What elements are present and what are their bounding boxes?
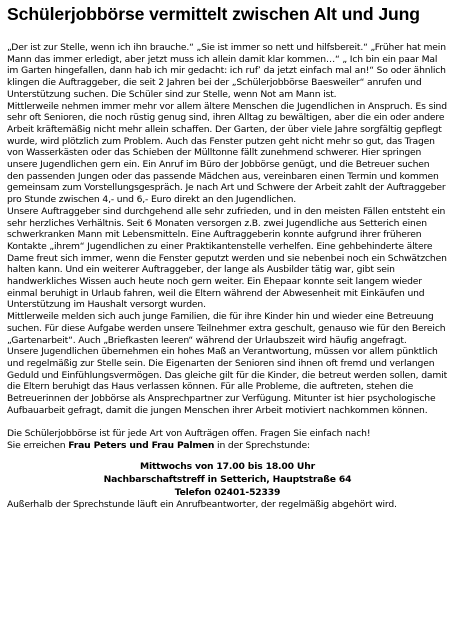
contact-names: Frau Peters und Frau Palmen bbox=[68, 439, 215, 451]
contact-line bbox=[7, 440, 448, 452]
paragraph-responsibility: Unsere Jugendlichen übernehmen ein hohes Maß an Verantwortung, müssen vor allem pünktlich und regelmäßig zur Stelle sein. Die Eigenarten der Senioren sind ihnen oft fremd und verlangen Geduld und Einfühlungsvermögen. Das gleiche gilt für die Kinder, die betreut werden sollen, damit die Eltern beruhigt das Haus verlassen können. Für alle Probleme, die auftreten, stehen die Betreuerinnen der Jobbörse als Ansprechpartner zur Verfügung. Mitunter ist hier psychologische Aufbauarbeit gefragt, damit die jungen Menschen ihrer Arbeit motiviert nachkommen können. bbox=[7, 346, 448, 416]
paragraph-spacer bbox=[7, 417, 448, 429]
office-hours: Mittwochs von 17.00 bis 18.00 Uhr bbox=[139, 460, 316, 472]
contact-intro: Sie erreichen bbox=[7, 439, 69, 451]
footer-note: Außerhalb der Sprechstunde läuft ein Anrufbeantworter, der regelmäßig abgehört wird. bbox=[7, 498, 397, 510]
article-body bbox=[7, 42, 448, 510]
office-address: Nachbarschaftstreff in Setterich, Hauptstraße 64 bbox=[103, 473, 352, 485]
closing-line: Die Schülerjobbörse ist für jede Art von Aufträgen offen. Fragen Sie einfach nach! bbox=[7, 428, 371, 440]
contact-block bbox=[7, 460, 448, 499]
paragraph-families: Mittlerweile melden sich auch junge Familien, die für ihre Kinder hin und wieder eine Betreuung suchen. Für diese Aufgabe werden unsere Teilnehmer extra geschult, genauso wie für den Bereich „Gartenarbeit“. Auch „Briefkasten leeren“ während der Urlaubszeit wird häufig angefragt. bbox=[7, 311, 446, 346]
paragraph-satisfaction: Unsere Auftraggeber sind durchgehend alle sehr zufrieden, und in den meisten Fällen entsteht ein sehr herzliches Verhältnis. Seit 6 Monaten versorgen z.B. zwei Jugendliche aus Setterich einen schwerkranken Mann mit Lebensmitteln. Eine Auftraggeberin konnte aufgrund ihrer früheren Kontakte „ihrem“ Jugendlichen zu einer Praktikantenstelle verhelfen. Eine gehbehinderte ältere Dame freut sich immer, wenn die Fenster geputzt werden und sie nebenbei noch ein Schwätzchen halten kann. Und ein weiterer Auftraggeber, der lange als Ausbilder tätig war, gibt sein handwerkliches Wissen auch heute noch gern weiter. Ein Ehepaar konnte seit langem wieder einmal beruhigt in Urlaub fahren, weil die Eltern während der Abwesenheit mit Einkäufen und Unterstützung im Haushalt versorgt wurden. bbox=[7, 205, 447, 311]
article-title: Schülerjobbörse vermittelt zwischen Alt und Jung bbox=[7, 4, 420, 24]
office-phone: Telefon 02401-52339 bbox=[174, 486, 281, 498]
contact-suffix: in der Sprechstunde: bbox=[214, 439, 310, 451]
paragraph-intro: „Der ist zur Stelle, wenn ich ihn brauche.“ „Sie ist immer so nett und hilfsbereit.“ „Früher hat mein Mann das immer erledigt, aber jetzt muss ich allein damit klar kommen…“ „ Ich bin ein paar Mal im Garten hingefallen, dann hab ich mir gedacht: ich ruf’ da jetzt einfach mal an!“ So oder ähnlich klingen die Auftraggeber, die seit 2 Jahren bei der „Schülerjobbörse Baesweiler“ anrufen und Unterstützung suchen. Die Schüler sind zur Stelle, wenn Not am Mann ist. bbox=[7, 42, 446, 100]
paragraph-seniors: Mittlerweile nehmen immer mehr vor allem ältere Menschen die Jugendlichen in Anspruch. Es sind sehr oft Senioren, die noch rüstig genug sind, ihren Alltag zu bewältigen, aber die ein oder andere Arbeit kräftemäßig nicht mehr allein schaffen. Der Garten, der über viele Jahre sorgfältig gepflegt wurde, wird plötzlich zum Problem. Auch das Fenster putzen geht nicht mehr so gut, das Tragen von Wasserkästen oder das Schieben der Mülltonne fällt zunehmend schwerer. Hier springen unsere Jugendlichen gern ein. Ein Anruf im Büro der Jobbörse genügt, und die Betreuer suchen den passenden Jungen oder das passende Mädchen aus, vereinbaren einen Termin und kommen gemeinsam zum Vorstellungsgespräch. Je nach Art und Schwere der Arbeit zahlt der Auftraggeber pro Stunde zwischen 4,- und 6,- Euro direkt an den Jugendlichen. bbox=[7, 100, 447, 206]
